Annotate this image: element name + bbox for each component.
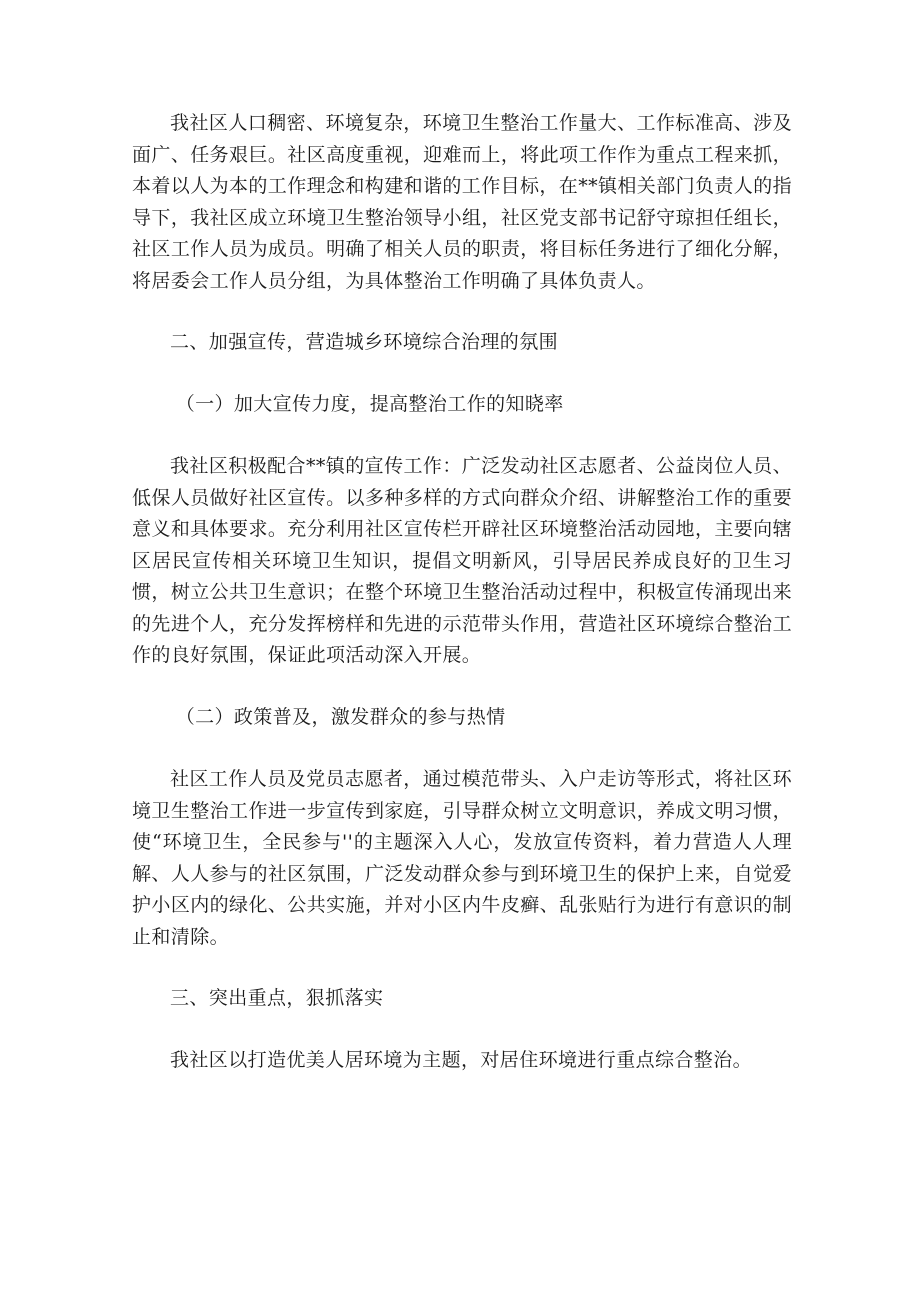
subsection-heading-2-2: （二）政策普及，激发群众的参与热情 — [175, 705, 506, 728]
spacer — [132, 297, 792, 327]
paragraph-focus: 我社区以打造优美人居环境为主题，对居住环境进行重点综合整治。 — [170, 1048, 753, 1071]
spacer — [132, 953, 792, 983]
section-heading-3: 三、突出重点，狠抓落实 — [170, 987, 384, 1009]
section-heading-2: 二、加强宣传，营造城乡环境综合治理的氛围 — [170, 331, 559, 353]
paragraph-policy: 社区工作人员及党员志愿者，通过模范带头、入户走访等形式，将社区环境卫生整治工作进一步宣传到家庭，引导群众树立文明意识，养成文明习惯，使“环境卫生，全民参与''的主题深入人心，发放宣传资料，着力营造人人理解、人人参与的社区氛围，广泛发动群众参与到环境卫生的保护上来，自觉爱护小区内的绿化、公共实施，并对小区内牛皮癣、乱张贴行为进行有意识的制止和清除。 — [132, 768, 792, 948]
subsection-heading-2-1: （一）加大宣传力度，提高整治工作的知晓率 — [175, 392, 564, 415]
paragraph-organization: 我社区人口稠密、环境复杂，环境卫生整治工作量大、工作标准高、涉及面广、任务艰巨。社区高度重视，迎难而上，将此项工作作为重点工程来抓，本着以人为本的工作理念和构建和谐的工作目标，在**镇相关部门负责人的指导下，我社区成立环境卫生整治领导小组，社区党支部书记舒守琼担任组长，社区工作人员为成员。明确了相关人员的职责，将目标任务进行了细化分解，将居委会工作人员分组，为具体整治工作明确了具体负责人。 — [132, 112, 793, 292]
spacer — [132, 359, 792, 389]
document-body — [132, 108, 792, 1076]
spacer — [132, 1015, 792, 1045]
spacer — [132, 672, 792, 702]
spacer — [132, 733, 792, 764]
spacer — [132, 420, 792, 451]
paragraph-publicity: 我社区积极配合**镇的宣传工作：广泛发动社区志愿者、公益岗位人员、低保人员做好社区宣传。以多种多样的方式向群众介绍、讲解整治工作的重要意义和具体要求。充分利用社区宣传栏开辟社区环境整治活动园地，主要向辖区居民宣传相关环境卫生知识，提倡文明新风，引导居民养成良好的卫生习惯，树立公共卫生意识；在整个环境卫生整治活动过程中，积极宣传涌现出来的先进个人，充分发挥榜样和先进的示范带头作用，营造社区环境综合整治工作的良好氛围，保证此项活动深入开展。 — [132, 455, 792, 666]
